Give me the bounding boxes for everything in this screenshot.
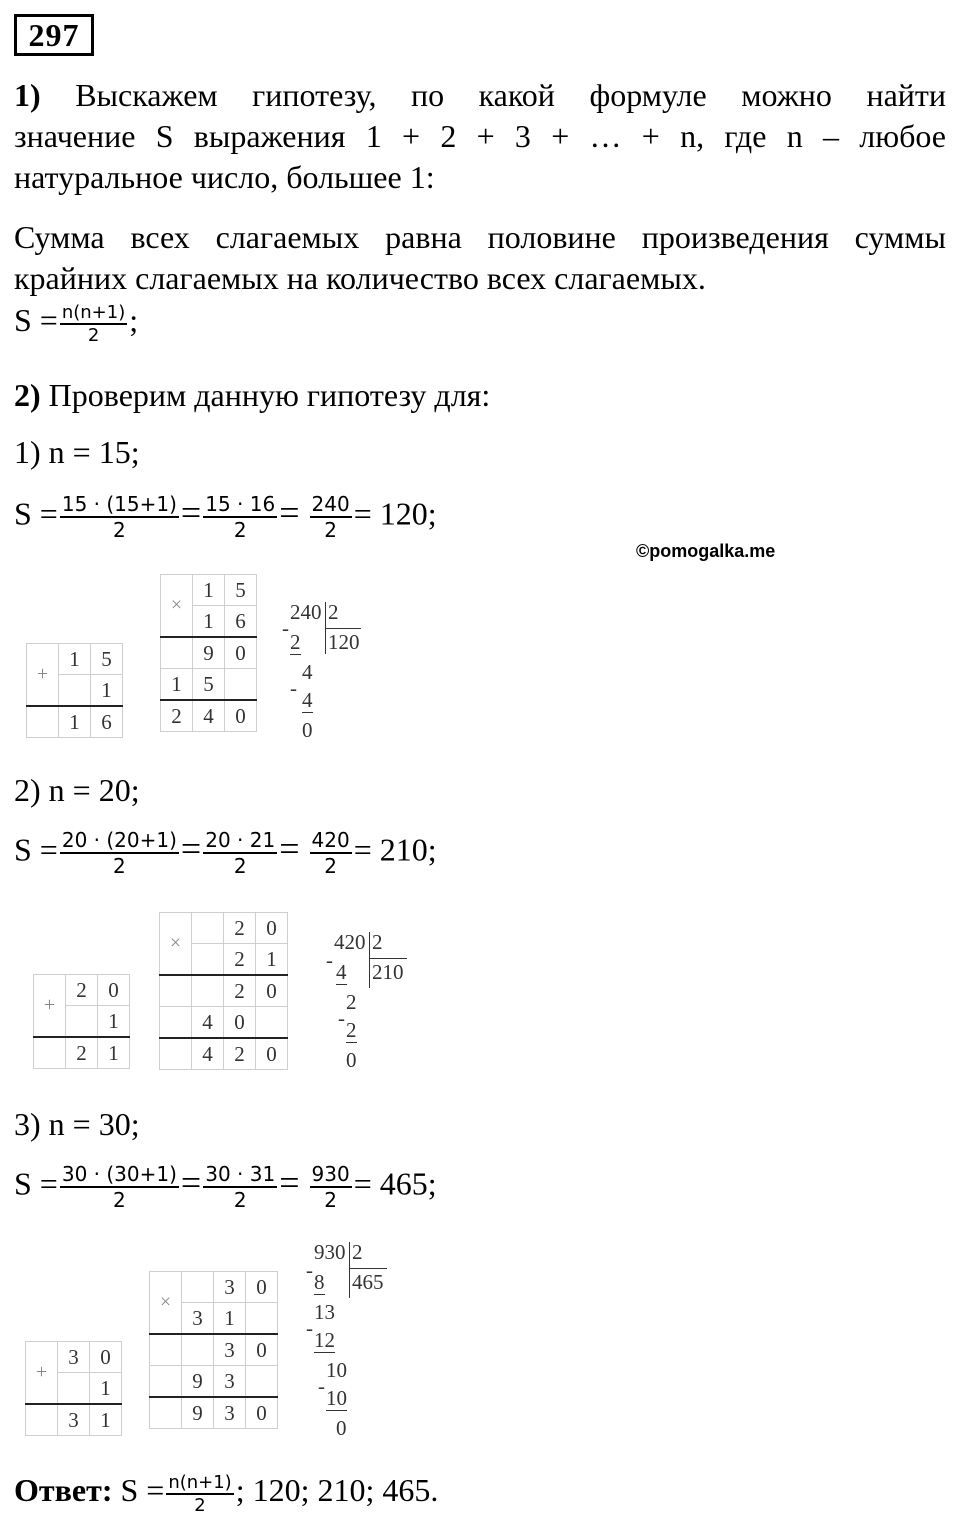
digit: 0	[98, 975, 130, 1006]
case-1-f2-num: 15 · 16	[205, 492, 276, 516]
digit: 2	[224, 1038, 256, 1070]
division-step: 2	[290, 630, 301, 654]
digit: 4	[192, 1038, 224, 1070]
digit: 1	[193, 606, 225, 638]
hypothesis-formula	[14, 300, 138, 346]
case-3-f1-num: 30 · (30+1)	[61, 1162, 177, 1186]
digit	[59, 675, 91, 707]
case-3-addition	[25, 1341, 122, 1436]
digit: 1	[98, 1006, 130, 1038]
blank-cell	[150, 1334, 182, 1366]
answer-fraction	[166, 1472, 233, 1516]
case-2-f3-num: 420	[311, 828, 350, 852]
part1-paragraph	[14, 75, 946, 198]
case-2-f2-den: 2	[233, 854, 247, 878]
plus-sign: +	[27, 644, 59, 707]
quotient: 210	[372, 960, 404, 984]
case-2-lhs: S =	[14, 831, 58, 868]
digit: 2	[66, 975, 98, 1006]
case-2-heading: 2) n = 20;	[14, 772, 140, 808]
minus-sign: -	[306, 1316, 313, 1340]
dividend: 420	[334, 930, 366, 954]
division-step: 2	[346, 1018, 357, 1042]
formula-fraction	[60, 302, 127, 346]
case-2-fraction-1	[60, 828, 179, 878]
digit: 0	[256, 975, 288, 1007]
part1-text-1: Выскажем гипотезу, по какой формуле можно найти	[75, 77, 947, 113]
blank-cell	[160, 1007, 192, 1039]
digit: 1	[91, 675, 123, 707]
digit: 0	[225, 637, 257, 669]
digit: 2	[66, 1037, 98, 1069]
digit: 0	[225, 700, 257, 732]
case-3-fraction-1	[60, 1162, 179, 1212]
watermark: ©pomogalka.me	[636, 541, 776, 561]
digit: 0	[246, 1272, 278, 1303]
division-step: 12	[314, 1328, 335, 1352]
case-3-equation	[14, 1162, 437, 1212]
plus-sign: +	[34, 975, 66, 1038]
blank-cell	[34, 1037, 66, 1069]
part2-text: Проверим данную гипотезу для:	[48, 377, 491, 413]
answer-line	[14, 1470, 438, 1516]
digit: 6	[225, 606, 257, 638]
case-1-multiplication	[160, 574, 257, 732]
digit: 4	[192, 1007, 224, 1039]
plus-sign: +	[26, 1342, 58, 1405]
division-step: 0	[302, 718, 313, 742]
answer-tail: ; 120; 210; 465.	[235, 1472, 439, 1508]
case-3-f1-den: 2	[113, 1188, 126, 1212]
dividend: 240	[290, 600, 322, 624]
formula-numerator: n(n+1)	[61, 301, 126, 323]
division-step: 2	[346, 990, 357, 1014]
digit: 1	[90, 1404, 122, 1436]
digit: 5	[225, 575, 257, 606]
digit: 3	[182, 1303, 214, 1335]
case-3-f3-num: 930	[311, 1162, 350, 1186]
case-1-f1-den: 2	[113, 518, 126, 542]
minus-sign: -	[318, 1374, 325, 1398]
equals-sign: =	[180, 1162, 202, 1203]
blank-cell	[192, 944, 224, 976]
digit: 9	[193, 637, 225, 669]
blank-cell	[150, 1397, 182, 1429]
case-3-f2-num: 30 · 31	[205, 1162, 276, 1186]
case-1-result: = 120;	[353, 495, 437, 532]
hypothesis-line-2: крайних слагаемых на количество всех слагаемых.	[14, 260, 706, 296]
case-2-equation	[14, 828, 437, 878]
case-2-result: = 210;	[353, 831, 437, 868]
hypothesis-paragraph	[14, 217, 946, 299]
digit: 3	[214, 1366, 246, 1398]
digit: 3	[58, 1342, 90, 1373]
digit: 1	[98, 1037, 130, 1069]
digit: 3	[58, 1404, 90, 1436]
case-3-long-division	[306, 1238, 406, 1448]
case-2-fraction-3	[310, 828, 352, 878]
digit: 1	[193, 575, 225, 606]
case-1-equation	[14, 492, 437, 542]
case-2-long-division	[328, 928, 418, 1078]
digit: 0	[246, 1397, 278, 1429]
case-1-fraction-3	[310, 492, 352, 542]
case-3-f3-den: 2	[324, 1188, 337, 1212]
digit: 1	[256, 944, 288, 976]
digit: 1	[161, 669, 193, 701]
division-step: 0	[346, 1048, 357, 1072]
blank-cell	[161, 637, 193, 669]
blank-cell	[182, 1334, 214, 1366]
blank-cell	[246, 1303, 278, 1335]
case-1-fraction-2	[203, 492, 277, 542]
digit	[58, 1373, 90, 1405]
dividend: 930	[314, 1240, 346, 1264]
minus-sign: -	[338, 1006, 345, 1030]
blank-cell	[150, 1366, 182, 1398]
case-3-result: = 465;	[353, 1165, 437, 1202]
case-3-fraction-3	[310, 1162, 352, 1212]
quotient: 465	[352, 1270, 384, 1294]
part1-line-1	[14, 75, 946, 116]
division-step: 8	[314, 1270, 325, 1294]
case-1-addition	[26, 643, 123, 738]
equals-sign: =	[279, 492, 300, 533]
digit: 5	[193, 669, 225, 701]
times-sign: ×	[160, 913, 192, 976]
formula-denominator: 2	[87, 324, 100, 346]
case-3-fraction-2	[203, 1162, 277, 1212]
case-2-addition	[33, 974, 130, 1069]
division-step: 4	[336, 960, 347, 984]
division-step: 0	[336, 1416, 347, 1440]
case-3-heading: 3) n = 30;	[14, 1106, 140, 1142]
minus-sign: -	[306, 1258, 313, 1282]
digit: 0	[256, 1038, 288, 1070]
blank-cell	[160, 1038, 192, 1070]
part1-label: 1)	[14, 77, 41, 113]
case-2-f3-den: 2	[324, 854, 337, 878]
answer-numerator: n(n+1)	[168, 1471, 232, 1493]
case-2-multiplication	[159, 912, 288, 1070]
part1-line-2: значение S выражения 1 + 2 + 3 + … + n, где n – любое	[14, 118, 946, 154]
case-3-multiplication	[149, 1271, 278, 1429]
case-1-f2-den: 2	[233, 518, 247, 542]
blank-cell	[182, 1272, 214, 1303]
digit: 2	[224, 975, 256, 1007]
hypothesis-line-1: Сумма всех слагаемых равна половине произведения суммы	[14, 219, 946, 255]
case-1-heading: 1) n = 15;	[14, 434, 140, 470]
division-step: 4	[302, 688, 313, 712]
digit: 5	[91, 644, 123, 675]
case-2-f1-den: 2	[113, 854, 126, 878]
part2-heading	[14, 375, 490, 415]
equals-sign: =	[180, 828, 202, 869]
blank-cell	[192, 975, 224, 1007]
divisor: 2	[352, 1240, 363, 1264]
divisor: 2	[372, 930, 383, 954]
case-1-f3-num: 240	[311, 492, 350, 516]
case-1-long-division	[284, 598, 374, 748]
equals-sign: =	[180, 492, 202, 533]
digit: 2	[161, 700, 193, 732]
case-3-lhs: S =	[14, 1165, 58, 1202]
answer-label: Ответ:	[14, 1472, 113, 1508]
equals-sign: =	[279, 1162, 300, 1203]
blank-cell	[27, 706, 59, 738]
digit: 0	[256, 913, 288, 944]
digit: 1	[59, 706, 91, 738]
digit: 1	[59, 644, 91, 675]
minus-sign: -	[326, 948, 333, 972]
digit: 9	[182, 1366, 214, 1398]
case-1-fraction-1	[60, 492, 179, 542]
digit: 1	[214, 1303, 246, 1335]
digit: 2	[224, 944, 256, 976]
case-2-fraction-2	[203, 828, 277, 878]
digit: 3	[214, 1272, 246, 1303]
minus-sign: -	[290, 676, 297, 700]
blank-cell	[26, 1404, 58, 1436]
digit: 0	[246, 1334, 278, 1366]
case-2-f1-num: 20 · (20+1)	[61, 828, 177, 852]
division-step: 10	[326, 1386, 347, 1410]
digit: 4	[193, 700, 225, 732]
quotient: 120	[328, 630, 360, 654]
digit: 2	[224, 913, 256, 944]
formula-lhs: S =	[14, 302, 58, 338]
equals-sign: =	[279, 828, 300, 869]
digit: 3	[214, 1334, 246, 1366]
division-step: 4	[302, 660, 313, 684]
case-2-f2-num: 20 · 21	[205, 828, 276, 852]
digit: 9	[182, 1397, 214, 1429]
division-step: 13	[314, 1300, 335, 1324]
case-1-f1-num: 15 · (15+1)	[61, 492, 177, 516]
part2-label: 2)	[14, 377, 41, 413]
digit: 1	[90, 1373, 122, 1405]
task-number: 297	[14, 14, 94, 56]
digit: 3	[214, 1397, 246, 1429]
case-3-f2-den: 2	[233, 1188, 247, 1212]
digit: 0	[90, 1342, 122, 1373]
part1-line-3: натуральное число, большее 1:	[14, 159, 435, 195]
formula-tail: ;	[129, 302, 139, 338]
division-step: 10	[326, 1358, 347, 1382]
blank-cell	[160, 975, 192, 1007]
digit: 0	[224, 1007, 256, 1039]
blank-cell	[246, 1366, 278, 1398]
times-sign: ×	[161, 575, 193, 638]
blank-cell	[256, 1007, 288, 1039]
blank-cell	[225, 669, 257, 701]
times-sign: ×	[150, 1272, 182, 1335]
answer-lhs: S =	[120, 1472, 165, 1508]
case-1-lhs: S =	[14, 495, 58, 532]
divisor: 2	[328, 600, 339, 624]
blank-cell	[192, 913, 224, 944]
case-1-f3-den: 2	[324, 518, 337, 542]
minus-sign: -	[282, 616, 289, 640]
digit	[66, 1006, 98, 1038]
answer-denominator: 2	[194, 1494, 206, 1516]
digit: 6	[91, 706, 123, 738]
